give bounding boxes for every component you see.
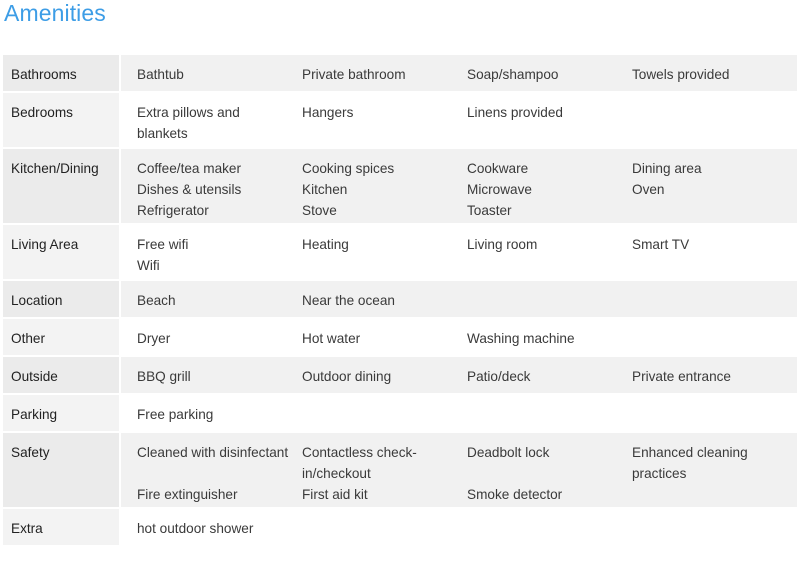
amenities-table <box>3 55 797 547</box>
amenity-item: Heating <box>302 237 349 252</box>
amenity-item: Patio/deck <box>467 369 531 384</box>
amenity-item: Dining area <box>632 161 702 176</box>
amenity-items <box>121 319 797 355</box>
amenity-category: Outside <box>3 357 121 393</box>
amenity-items <box>121 149 797 223</box>
amenity-item: Smoke detector <box>467 487 563 502</box>
amenity-item: Free wifi <box>137 237 189 252</box>
amenity-item: Dishes & utensils <box>137 182 242 197</box>
amenity-item: Stove <box>302 203 337 218</box>
amenity-category: Parking <box>3 395 121 431</box>
amenity-category: Location <box>3 281 121 317</box>
amenity-item: Soap/shampoo <box>467 67 559 82</box>
amenity-item: Linens provided <box>467 105 563 120</box>
amenity-item: Cooking spices <box>302 161 395 176</box>
amenity-item: Private entrance <box>632 369 731 384</box>
amenity-item: Oven <box>632 182 665 197</box>
amenity-row <box>3 55 797 93</box>
amenity-row <box>3 433 797 509</box>
amenity-items <box>121 395 797 431</box>
amenity-item: Bathtub <box>137 67 184 82</box>
amenity-item: Toaster <box>467 203 512 218</box>
amenity-category: Kitchen/Dining <box>3 149 121 223</box>
amenity-item: Towels provided <box>632 67 730 82</box>
amenity-item: Fire extinguisher <box>137 487 238 502</box>
amenity-category: Bathrooms <box>3 55 121 91</box>
amenity-items <box>121 225 797 279</box>
amenity-item: Wifi <box>137 258 160 273</box>
amenity-item: Smart TV <box>632 237 690 252</box>
amenity-category: Living Area <box>3 225 121 279</box>
amenity-item: Enhanced cleaning practices <box>632 445 748 481</box>
amenity-item: Private bathroom <box>302 67 406 82</box>
amenity-item: Contactless check-in/checkout <box>302 445 417 481</box>
amenities-title: Amenities <box>4 0 106 26</box>
amenity-row <box>3 395 797 433</box>
amenity-row <box>3 225 797 281</box>
amenity-items <box>121 509 797 545</box>
amenity-item: Deadbolt lock <box>467 445 550 460</box>
amenity-item: hot outdoor shower <box>137 521 254 536</box>
amenity-category: Bedrooms <box>3 93 121 147</box>
amenity-items <box>121 55 797 91</box>
amenity-category: Other <box>3 319 121 355</box>
amenity-item: Coffee/tea maker <box>137 161 242 176</box>
amenity-item: Cleaned with disinfectant <box>137 445 289 460</box>
amenity-row <box>3 319 797 357</box>
amenity-item: Outdoor dining <box>302 369 392 384</box>
amenity-item: Free parking <box>137 407 214 422</box>
amenity-row <box>3 93 797 149</box>
amenity-item: Living room <box>467 237 538 252</box>
amenity-row <box>3 281 797 319</box>
amenity-category: Safety <box>3 433 121 507</box>
amenity-item: Hot water <box>302 331 361 346</box>
amenity-item: Hangers <box>302 105 354 120</box>
amenity-item: Dryer <box>137 331 171 346</box>
amenity-item: Near the ocean <box>302 293 395 308</box>
amenity-items <box>121 93 797 147</box>
amenity-items <box>121 433 797 507</box>
amenity-item: Beach <box>137 293 176 308</box>
amenity-item: Microwave <box>467 182 532 197</box>
amenity-items <box>121 281 797 317</box>
amenity-item: Refrigerator <box>137 203 209 218</box>
amenity-item: BBQ grill <box>137 369 191 384</box>
amenity-category: Extra <box>3 509 121 545</box>
amenity-items <box>121 357 797 393</box>
amenity-row <box>3 509 797 547</box>
amenity-item: Extra pillows and blankets <box>137 105 240 141</box>
amenity-item: Cookware <box>467 161 529 176</box>
amenity-item: Washing machine <box>467 331 575 346</box>
amenity-item: Kitchen <box>302 182 348 197</box>
amenity-row <box>3 149 797 225</box>
amenity-item: First aid kit <box>302 487 368 502</box>
amenity-row <box>3 357 797 395</box>
